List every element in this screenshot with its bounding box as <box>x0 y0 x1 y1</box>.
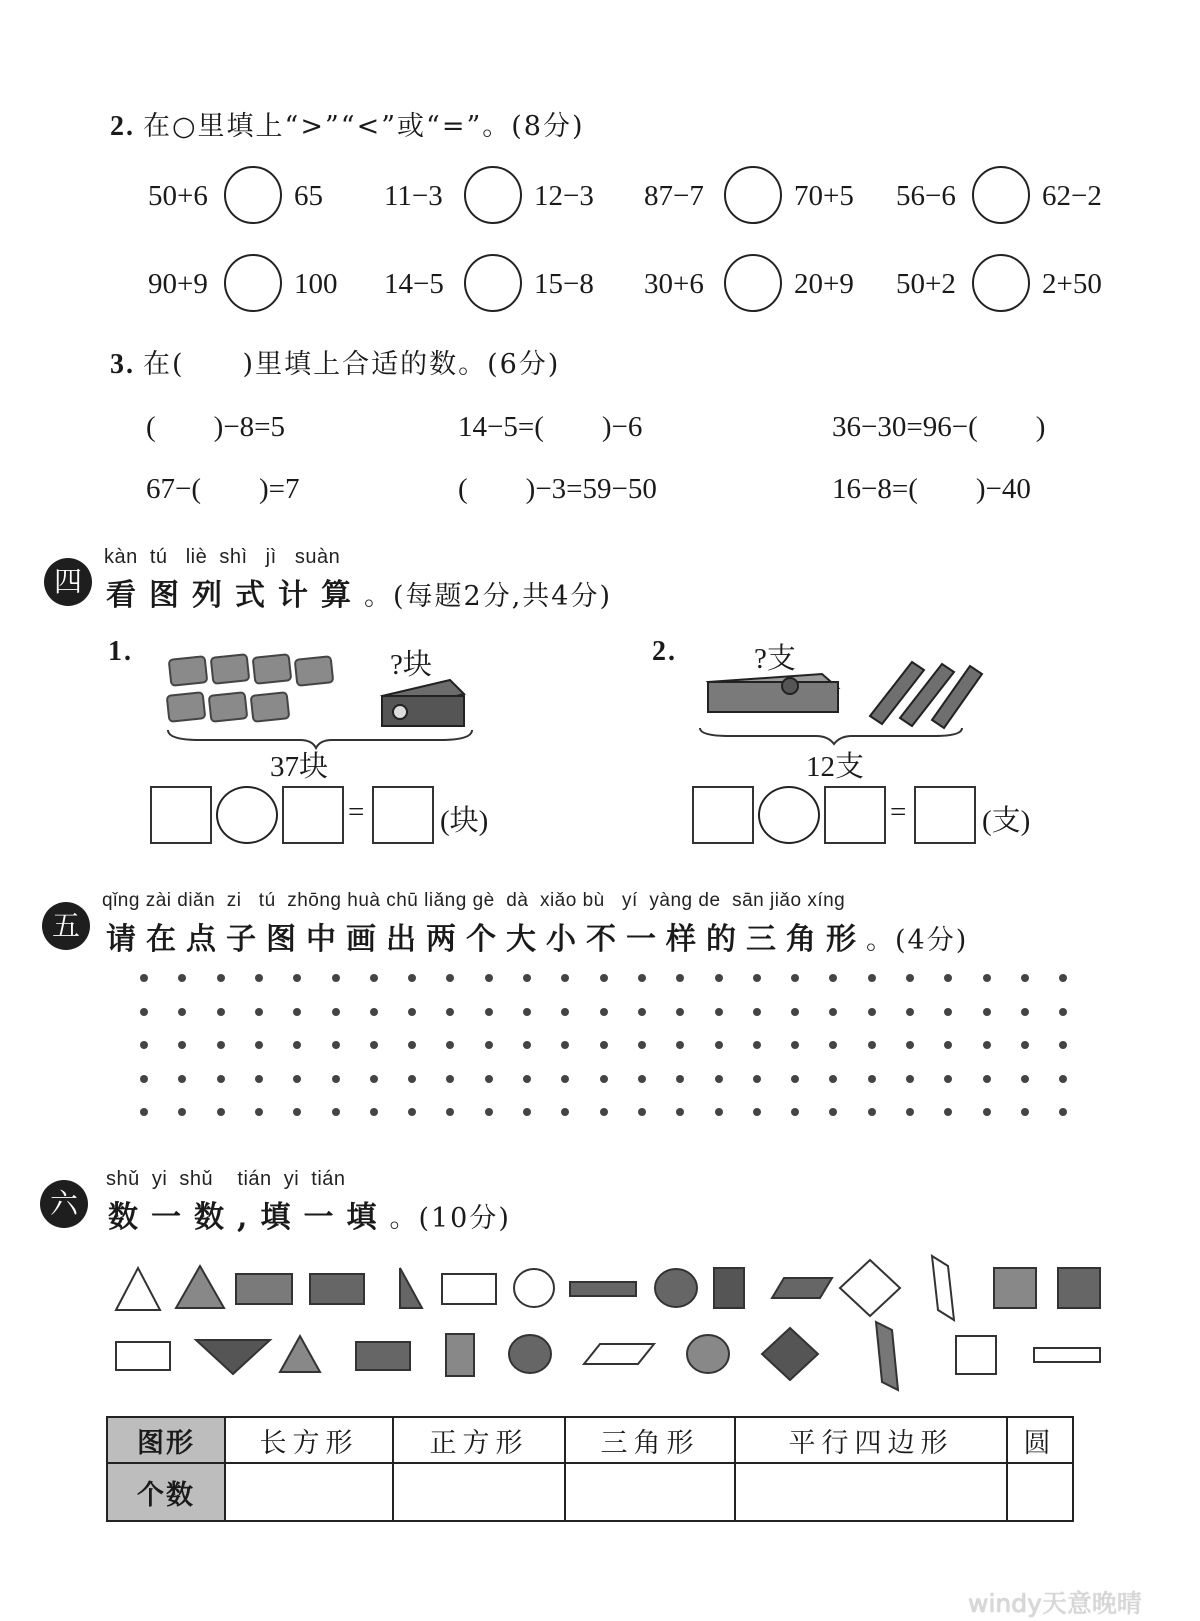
parallelogram-shape <box>932 1256 954 1320</box>
grid-dot[interactable] <box>638 1075 646 1083</box>
grid-dot[interactable] <box>485 1075 493 1083</box>
grid-dot[interactable] <box>485 1008 493 1016</box>
triangle-shape <box>196 1340 270 1374</box>
sec6-number-badge: 六 <box>40 1180 88 1228</box>
q2-compare-circle[interactable] <box>464 166 522 224</box>
sec6-title: 数一数,填一填 <box>108 1200 390 1235</box>
grid-dot[interactable] <box>446 974 454 982</box>
grid-dot[interactable] <box>370 1075 378 1083</box>
sec4-score: 。(每题2分,共4分) <box>364 581 613 612</box>
watermark: windy天意晚晴 <box>968 1589 1142 1618</box>
pencils-illustration <box>694 652 984 752</box>
sec6-heading <box>108 1192 511 1236</box>
rectangle-shape <box>310 1274 364 1304</box>
grid-dot[interactable] <box>753 1108 761 1116</box>
count-cell-circle[interactable] <box>1007 1463 1073 1521</box>
sec4-p1-total: 37块 <box>270 751 329 783</box>
grid-dot[interactable] <box>600 1108 608 1116</box>
grid-dot[interactable] <box>638 1108 646 1116</box>
grid-dot[interactable] <box>600 1075 608 1083</box>
q2-title <box>110 104 585 143</box>
q2-left-expr: 50+2 <box>896 268 956 300</box>
grid-dot[interactable] <box>868 1008 876 1016</box>
table-row-label: 个数 <box>107 1463 225 1521</box>
grid-dot[interactable] <box>829 974 837 982</box>
grid-dot[interactable] <box>829 1008 837 1016</box>
grid-dot[interactable] <box>217 1108 225 1116</box>
q2-right-expr: 20+9 <box>794 268 854 300</box>
pencil-case-icon <box>708 674 838 712</box>
grid-dot[interactable] <box>1021 1008 1029 1016</box>
grid-dot[interactable] <box>829 1108 837 1116</box>
q2-left-expr: 50+6 <box>148 180 208 212</box>
grid-dot[interactable] <box>408 1041 416 1049</box>
triangle-shape <box>116 1268 160 1310</box>
sec4-number-badge: 四 <box>44 558 92 606</box>
sec4-p2-question: ?支 <box>754 643 796 675</box>
grid-dot[interactable] <box>561 1041 569 1049</box>
sec4-p2-number: 2. <box>652 636 677 667</box>
grid-dot[interactable] <box>332 1075 340 1083</box>
table-header-cell: 圆 <box>1007 1417 1073 1463</box>
circle-shape <box>655 1269 697 1307</box>
q2-compare-circle[interactable] <box>724 166 782 224</box>
q3-number: 3. <box>110 349 135 380</box>
grid-dot[interactable] <box>829 1041 837 1049</box>
grid-dot[interactable] <box>523 1108 531 1116</box>
grid-dot[interactable] <box>485 974 493 982</box>
q2-left-expr: 11−3 <box>384 180 443 212</box>
grid-dot[interactable] <box>1021 974 1029 982</box>
grid-dot[interactable] <box>791 974 799 982</box>
q3-title <box>110 342 560 381</box>
table-header-cell: 平行四边形 <box>735 1417 1007 1463</box>
q3-item-5[interactable]: ( )−3=59−50 <box>458 473 657 505</box>
grid-dot[interactable] <box>715 1075 723 1083</box>
grid-dot[interactable] <box>523 1008 531 1016</box>
grid-dot[interactable] <box>676 974 684 982</box>
sec4-p1-unit: (块) <box>440 805 489 837</box>
grid-dot[interactable] <box>485 1108 493 1116</box>
grid-dot[interactable] <box>1059 1041 1067 1049</box>
q3-instruction: 在( )里填上合适的数。(6分) <box>143 349 561 380</box>
grid-dot[interactable] <box>983 974 991 982</box>
grid-dot[interactable] <box>1021 1108 1029 1116</box>
grid-dot[interactable] <box>140 974 148 982</box>
grid-dot[interactable] <box>676 1008 684 1016</box>
triangle-shape <box>400 1268 422 1308</box>
grid-dot[interactable] <box>1059 1075 1067 1083</box>
grid-dot[interactable] <box>868 1108 876 1116</box>
table-header-cell: 长方形 <box>225 1417 393 1463</box>
grid-dot[interactable] <box>600 1041 608 1049</box>
grid-dot[interactable] <box>332 1008 340 1016</box>
grid-dot[interactable] <box>140 1075 148 1083</box>
sec5-number-badge: 五 <box>42 902 90 950</box>
rectangle-shape <box>714 1268 744 1308</box>
rectangle-shape <box>116 1342 170 1370</box>
grid-dot[interactable] <box>906 1008 914 1016</box>
sec4-pinyin: kàn tú liè shì jì suàn <box>104 546 341 568</box>
grid-dot[interactable] <box>944 1041 952 1049</box>
grid-dot[interactable] <box>983 1008 991 1016</box>
grid-dot[interactable] <box>217 1008 225 1016</box>
count-cell-rectangle[interactable] <box>225 1463 393 1521</box>
grid-dot[interactable] <box>178 974 186 982</box>
grid-dot[interactable] <box>983 1041 991 1049</box>
grid-dot[interactable] <box>753 1008 761 1016</box>
grid-dot[interactable] <box>868 1075 876 1083</box>
grid-dot[interactable] <box>906 974 914 982</box>
square-shape <box>762 1328 818 1380</box>
square-shape <box>994 1268 1036 1308</box>
dot-grid[interactable] <box>140 974 1080 1124</box>
table-header-cell: 三角形 <box>565 1417 735 1463</box>
grid-dot[interactable] <box>791 1008 799 1016</box>
grid-dot[interactable] <box>868 974 876 982</box>
rectangle-shape <box>236 1274 292 1304</box>
sec6-pinyin: shǔ yi shǔ tián yi tián <box>106 1168 346 1190</box>
rectangle-shape <box>1034 1348 1100 1362</box>
sec4-p2-unit: (支) <box>982 805 1031 837</box>
grid-dot[interactable] <box>332 1108 340 1116</box>
grid-dot[interactable] <box>1021 1041 1029 1049</box>
grid-dot[interactable] <box>715 1108 723 1116</box>
sec5-pinyin: qǐng zài diǎn zi tú zhōng huà chū liǎng gè dà xiǎo bù yí yàng de sān jiǎo xíng <box>102 890 846 911</box>
grid-dot[interactable] <box>676 1108 684 1116</box>
q2-left-expr: 14−5 <box>384 268 444 300</box>
grid-dot[interactable] <box>1059 974 1067 982</box>
sec5-title: 请在点子图中画出两个大小不一样的三角形 <box>106 922 866 957</box>
q2-left-expr: 87−7 <box>644 180 704 212</box>
grid-dot[interactable] <box>446 1041 454 1049</box>
rectangle-shape <box>570 1282 636 1296</box>
sec5-score: 。(4分) <box>866 925 969 956</box>
q3-item-4[interactable]: 67−( )=7 <box>146 473 300 505</box>
grid-dot[interactable] <box>523 1041 531 1049</box>
grid-dot[interactable] <box>255 1008 263 1016</box>
rectangle-shape <box>442 1274 496 1304</box>
sec4-p1-equals: = <box>348 796 365 828</box>
sec4-p2-result-box[interactable] <box>914 786 976 844</box>
sec4-p2-answer-box-2[interactable] <box>824 786 886 844</box>
pencil-icons <box>870 662 982 728</box>
parallelogram-shape <box>584 1344 654 1364</box>
grid-dot[interactable] <box>217 1041 225 1049</box>
grid-dot[interactable] <box>944 1108 952 1116</box>
q2-compare-circle[interactable] <box>724 254 782 312</box>
grid-dot[interactable] <box>408 974 416 982</box>
grid-dot[interactable] <box>217 974 225 982</box>
parallelogram-shape <box>772 1278 832 1298</box>
grid-dot[interactable] <box>408 1008 416 1016</box>
grid-dot[interactable] <box>293 1075 301 1083</box>
grid-dot[interactable] <box>332 1041 340 1049</box>
table-header-cell: 正方形 <box>393 1417 565 1463</box>
grid-dot[interactable] <box>753 974 761 982</box>
grid-dot[interactable] <box>178 1008 186 1016</box>
grid-dot[interactable] <box>140 1041 148 1049</box>
grid-dot[interactable] <box>983 1075 991 1083</box>
sec4-p2-total: 12支 <box>806 751 865 783</box>
grid-dot[interactable] <box>868 1041 876 1049</box>
grid-dot[interactable] <box>676 1075 684 1083</box>
grid-dot[interactable] <box>332 974 340 982</box>
sec4-p2-operator-circle[interactable] <box>758 786 820 844</box>
grid-dot[interactable] <box>140 1108 148 1116</box>
q2-compare-circle[interactable] <box>224 254 282 312</box>
grid-dot[interactable] <box>293 974 301 982</box>
q2-instruction: 在○里填上“>”“<”或“=”。(8分) <box>143 111 585 142</box>
q2-compare-circle[interactable] <box>972 166 1030 224</box>
grid-dot[interactable] <box>255 974 263 982</box>
rectangle-shape <box>446 1334 474 1376</box>
sec4-p2-answer-box-1[interactable] <box>692 786 754 844</box>
grid-dot[interactable] <box>523 974 531 982</box>
grid-dot[interactable] <box>561 1108 569 1116</box>
grid-dot[interactable] <box>408 1108 416 1116</box>
parallelogram-shape <box>876 1322 898 1390</box>
q2-right-expr: 15−8 <box>534 268 594 300</box>
q3-item-6[interactable]: 16−8=( )−40 <box>832 473 1031 505</box>
sec4-p1-result-box[interactable] <box>372 786 434 844</box>
grid-dot[interactable] <box>638 1008 646 1016</box>
grid-dot[interactable] <box>561 1008 569 1016</box>
sec6-score: 。(10分) <box>389 1203 511 1234</box>
grid-dot[interactable] <box>715 1041 723 1049</box>
grid-dot[interactable] <box>293 1108 301 1116</box>
circle-shape <box>687 1335 729 1373</box>
grid-dot[interactable] <box>715 974 723 982</box>
rectangle-shape <box>356 1342 410 1370</box>
grid-dot[interactable] <box>255 1041 263 1049</box>
q2-left-expr: 90+9 <box>148 268 208 300</box>
grid-dot[interactable] <box>561 1075 569 1083</box>
grid-dot[interactable] <box>676 1041 684 1049</box>
sec4-title: 看图列式计算 <box>106 578 364 613</box>
grid-dot[interactable] <box>561 974 569 982</box>
q2-right-expr: 2+50 <box>1042 268 1102 300</box>
q2-right-expr: 12−3 <box>534 180 594 212</box>
q3-item-2[interactable]: 14−5=( )−6 <box>458 411 643 443</box>
square-shape <box>956 1336 996 1374</box>
count-cell-square[interactable] <box>393 1463 565 1521</box>
table-row <box>107 1463 1073 1521</box>
grid-dot[interactable] <box>523 1075 531 1083</box>
sec4-p1-number: 1. <box>108 636 133 667</box>
q3-item-1[interactable]: ( )−8=5 <box>146 411 286 443</box>
grid-dot[interactable] <box>255 1108 263 1116</box>
biscuit-box-icon <box>382 680 464 726</box>
grid-dot[interactable] <box>446 1075 454 1083</box>
grid-dot[interactable] <box>715 1008 723 1016</box>
sec4-p2-equals: = <box>890 796 907 828</box>
grid-dot[interactable] <box>446 1008 454 1016</box>
sec5-heading <box>106 914 968 958</box>
grid-dot[interactable] <box>1059 1008 1067 1016</box>
table-header-cell: 图形 <box>107 1417 225 1463</box>
grid-dot[interactable] <box>906 1041 914 1049</box>
grid-dot[interactable] <box>1059 1108 1067 1116</box>
count-cell-triangle[interactable] <box>565 1463 735 1521</box>
grid-dot[interactable] <box>638 1041 646 1049</box>
grid-dot[interactable] <box>140 1008 148 1016</box>
grid-dot[interactable] <box>408 1075 416 1083</box>
grid-dot[interactable] <box>217 1075 225 1083</box>
grid-dot[interactable] <box>370 974 378 982</box>
q2-right-expr: 62−2 <box>1042 180 1102 212</box>
grid-dot[interactable] <box>829 1075 837 1083</box>
q2-compare-circle[interactable] <box>972 254 1030 312</box>
sec4-p1-question: ?块 <box>390 649 432 681</box>
grid-dot[interactable] <box>944 974 952 982</box>
q3-item-3[interactable]: 36−30=96−( ) <box>832 411 1046 443</box>
grid-dot[interactable] <box>178 1075 186 1083</box>
grid-dot[interactable] <box>178 1108 186 1116</box>
shapes-illustration <box>100 1250 1120 1400</box>
grid-dot[interactable] <box>600 974 608 982</box>
square-shape <box>1058 1268 1100 1308</box>
q2-compare-circle[interactable] <box>224 166 282 224</box>
triangle-shape <box>280 1336 320 1372</box>
count-cell-parallelogram[interactable] <box>735 1463 1007 1521</box>
grid-dot[interactable] <box>791 1041 799 1049</box>
q2-left-expr: 56−6 <box>896 180 956 212</box>
grid-dot[interactable] <box>1021 1075 1029 1083</box>
grid-dot[interactable] <box>753 1075 761 1083</box>
sec4-p1-answer-box-1[interactable] <box>150 786 212 844</box>
table-header-row <box>107 1417 1073 1463</box>
grid-dot[interactable] <box>293 1041 301 1049</box>
q2-compare-circle[interactable] <box>464 254 522 312</box>
sec4-p1-answer-box-2[interactable] <box>282 786 344 844</box>
grid-dot[interactable] <box>983 1108 991 1116</box>
grid-dot[interactable] <box>944 1008 952 1016</box>
grid-dot[interactable] <box>600 1008 608 1016</box>
grid-dot[interactable] <box>791 1108 799 1116</box>
sec4-p1-operator-circle[interactable] <box>216 786 278 844</box>
q2-right-expr: 70+5 <box>794 180 854 212</box>
circle-shape <box>509 1335 551 1373</box>
q2-right-expr: 65 <box>294 180 323 212</box>
circle-shape <box>514 1269 554 1307</box>
square-shape <box>840 1260 900 1316</box>
grid-dot[interactable] <box>370 1041 378 1049</box>
grid-dot[interactable] <box>370 1108 378 1116</box>
grid-dot[interactable] <box>485 1041 493 1049</box>
grid-dot[interactable] <box>255 1075 263 1083</box>
triangle-shape <box>176 1266 224 1308</box>
sec4-heading <box>106 570 612 614</box>
q2-number: 2. <box>110 111 135 142</box>
grid-dot[interactable] <box>906 1108 914 1116</box>
grid-dot[interactable] <box>178 1041 186 1049</box>
grid-dot[interactable] <box>446 1108 454 1116</box>
grid-dot[interactable] <box>791 1075 799 1083</box>
grid-dot[interactable] <box>370 1008 378 1016</box>
q2-left-expr: 30+6 <box>644 268 704 300</box>
shape-count-table <box>106 1416 1074 1522</box>
total-brace <box>700 728 962 744</box>
q2-right-expr: 100 <box>294 268 338 300</box>
grid-dot[interactable] <box>638 974 646 982</box>
grid-dot[interactable] <box>293 1008 301 1016</box>
grid-dot[interactable] <box>944 1075 952 1083</box>
grid-dot[interactable] <box>906 1075 914 1083</box>
biscuit-icons <box>167 654 334 722</box>
grid-dot[interactable] <box>753 1041 761 1049</box>
